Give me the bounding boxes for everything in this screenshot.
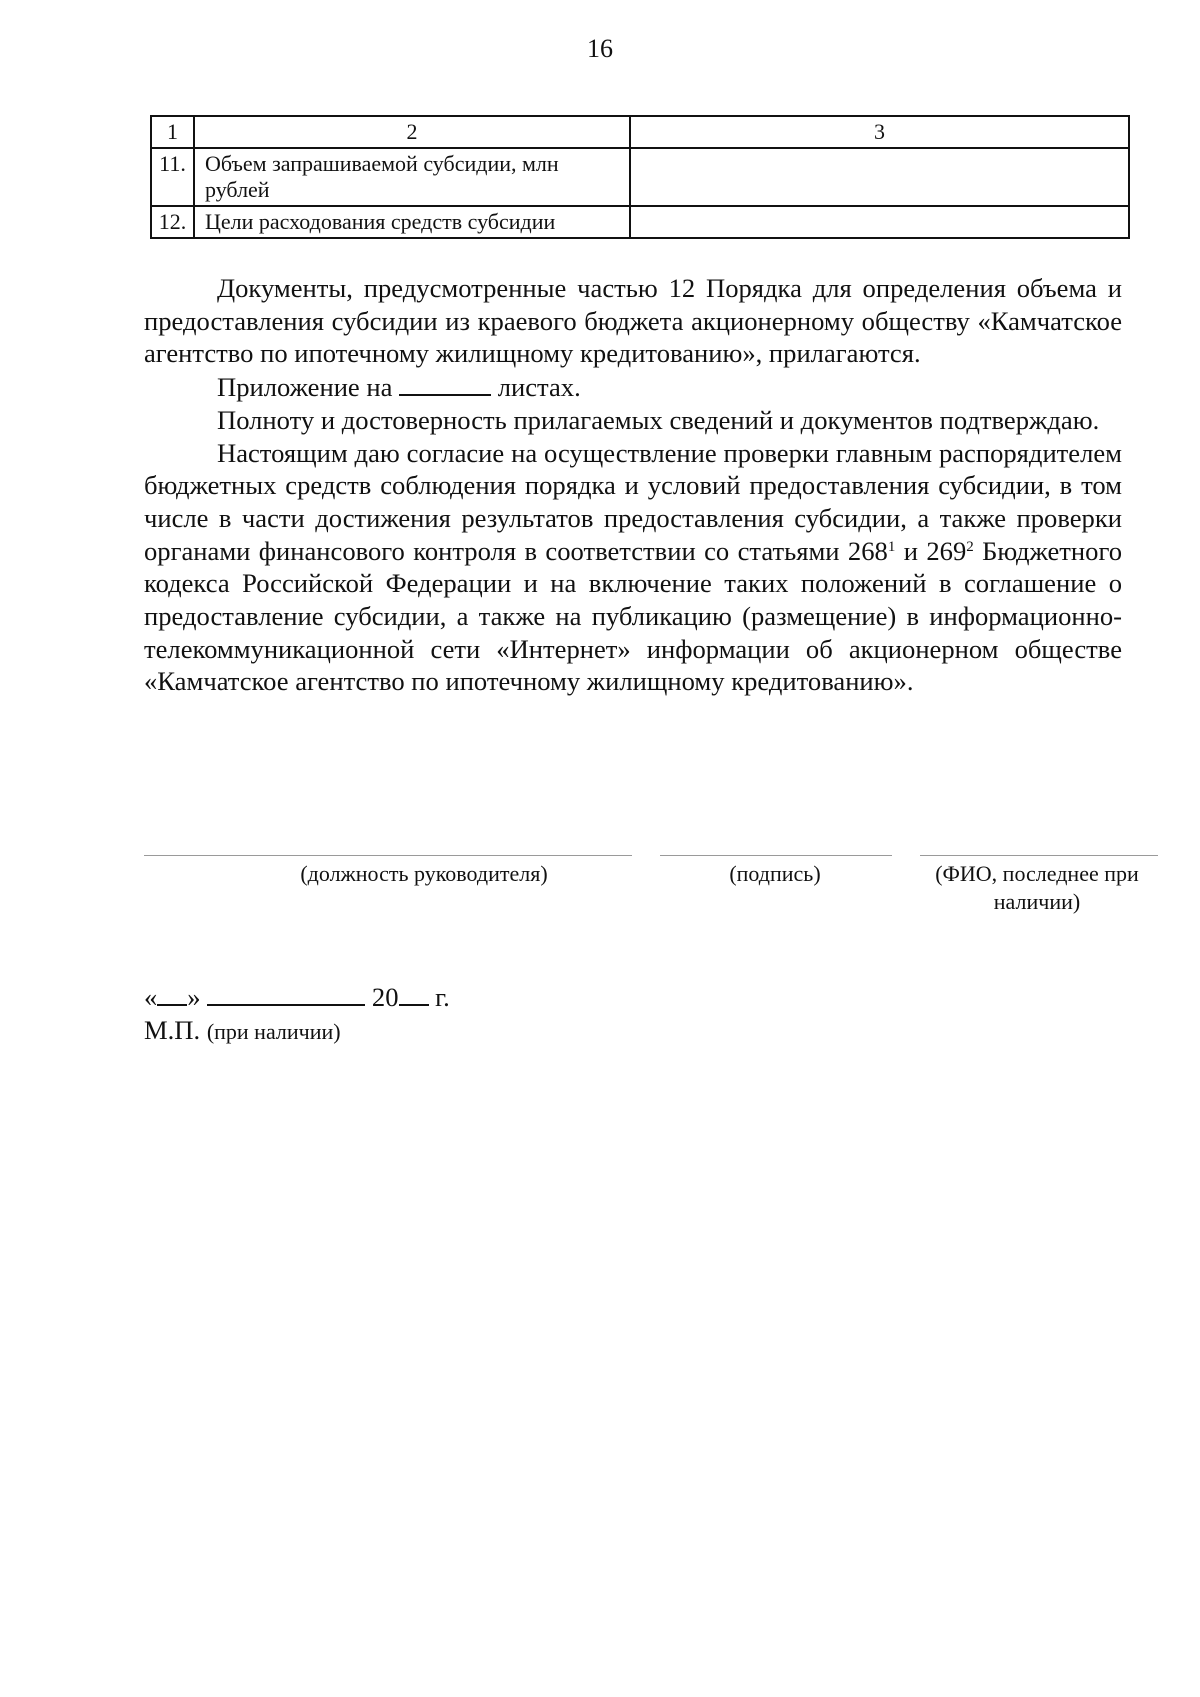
superscript-2: 2 — [966, 538, 974, 555]
consent-text-1: Настоящим даю согласие на осуществление проверки главным распорядителем бюджетных средств соблюдения порядка и условий предоставления субсидии, в том числе в части достижения результатов предоставления субсидии, а также проверки органами финансового контроля в соответствии со статьями 268 — [144, 437, 1122, 566]
table-header-cell: 1 — [151, 116, 194, 148]
table-row — [151, 148, 1129, 206]
paragraph-confirmation: Полноту и достоверность прилагаемых сведений и документов подтверждаю. — [217, 404, 1100, 435]
year-suffix: г. — [435, 982, 450, 1012]
paragraph-consent — [144, 437, 1122, 699]
row-value — [630, 206, 1129, 238]
row-label: Цели расходования средств субсидии — [194, 206, 630, 238]
body-text — [144, 272, 1122, 698]
row-number: 11. — [151, 148, 194, 206]
year-prefix: 20 — [371, 982, 399, 1012]
attachment-text-before: Приложение на — [217, 372, 393, 403]
table-header-row — [151, 116, 1129, 148]
attachment-text-after: листах. — [497, 372, 581, 403]
date-line — [144, 980, 450, 1013]
name-caption: (ФИО, последнее при наличии) — [935, 861, 1139, 914]
name-line — [920, 855, 1158, 856]
stamp-label: М.П. — [144, 1015, 201, 1045]
superscript-1: 1 — [887, 538, 896, 555]
row-label: Объем запрашиваемой субсидии, млн рублей — [194, 148, 630, 206]
position-line — [144, 855, 632, 856]
table-header-cell: 3 — [630, 116, 1129, 148]
consent-text-3: Бюджетного кодекса Российской Федерации и на включение таких положений в соглашение о предоставление субсидии, а также на публикацию (размещение) в информационно-телекоммуникационной сети «Интернет» информации об акционерном обществе «Камчатское агентство по ипотечному жилищному кредитованию». — [144, 535, 1122, 697]
stamp-line — [144, 1014, 341, 1048]
row-number: 12. — [151, 206, 194, 238]
table-header-cell: 2 — [194, 116, 630, 148]
signature-line — [660, 855, 892, 856]
table-row — [151, 206, 1129, 238]
month-blank — [207, 980, 365, 1006]
signature-caption: (подпись) — [729, 861, 821, 886]
stamp-note: (при наличии) — [206, 1019, 341, 1044]
paragraph-attachment — [144, 370, 1122, 404]
date-open-quote: « — [144, 982, 158, 1012]
row-value — [630, 148, 1129, 206]
day-blank — [157, 980, 187, 1006]
year-blank — [399, 980, 429, 1006]
attachment-count-blank — [399, 370, 491, 396]
date-close-quote: » — [187, 982, 201, 1012]
page-number: 16 — [587, 34, 613, 63]
consent-text-2: и 269 — [895, 535, 967, 566]
position-caption: (должность руководителя) — [300, 861, 548, 886]
form-table — [150, 115, 1130, 239]
paragraph-documents: Документы, предусмотренные частью 12 Порядка для определения объема и предоставления субсидии из краевого бюджета акционерному обществу «Камчатское агентство по ипотечному жилищному кредитованию», прилагаются. — [144, 273, 1122, 369]
